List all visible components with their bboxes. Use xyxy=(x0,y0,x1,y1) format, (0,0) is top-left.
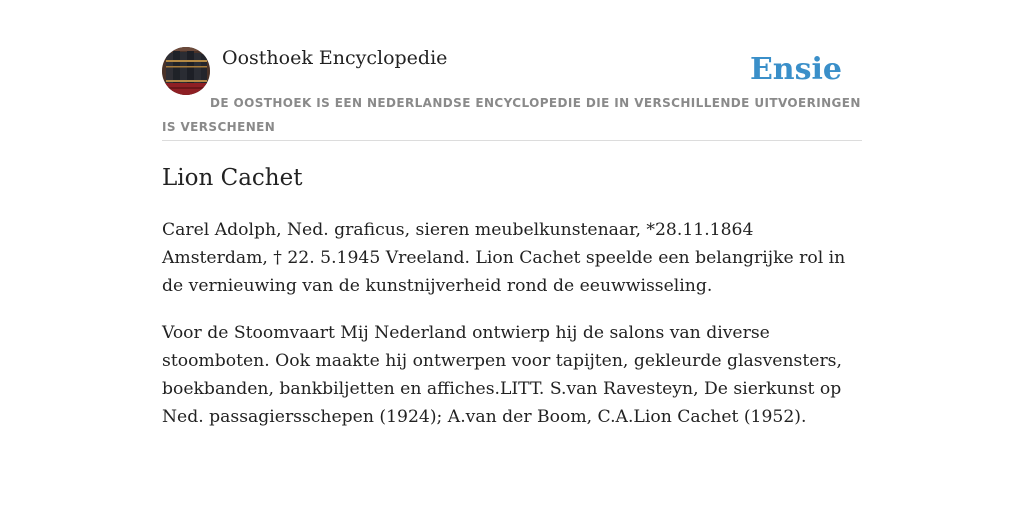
entry-paragraph-1: Carel Adolph, Ned. graficus, sieren meubelkunstenaar, *28.11.1864 Amsterdam, † 22. 5.1945 Vreeland. Lion Cachet speelde een belangrijke rol in de vernieuwing van de kunstnijverheid rond de eeuwwisseling. xyxy=(162,220,846,296)
book-spines-icon xyxy=(162,47,210,95)
site-tagline: DE OOSTHOEK IS EEN NEDERLANDSE ENCYCLOPEDIE DIE IN VERSCHILLENDE UITVOERINGEN IS VERSCHENEN xyxy=(162,96,861,134)
site-avatar[interactable] xyxy=(162,47,210,95)
entry-paragraph-2: Voor de Stoomvaart Mij Nederland ontwierp hij de salons van diverse stoomboten. Ook maakte hij ontwerpen voor tapijten, gekleurde glasvensters, boekbanden, bankbiljetten en affiches.LITT. S.van Ravesteyn, De sierkunst op Ned. passagiersschepen (1924); A.van der Boom, C.A.Lion Cachet (1952). xyxy=(162,323,842,427)
entry-title: Lion Cachet xyxy=(162,165,303,191)
site-header xyxy=(162,46,862,141)
site-title[interactable]: Oosthoek Encyclopedie xyxy=(222,47,448,69)
brand-logo-link[interactable]: Ensie xyxy=(749,52,842,87)
entry-content xyxy=(162,160,862,431)
